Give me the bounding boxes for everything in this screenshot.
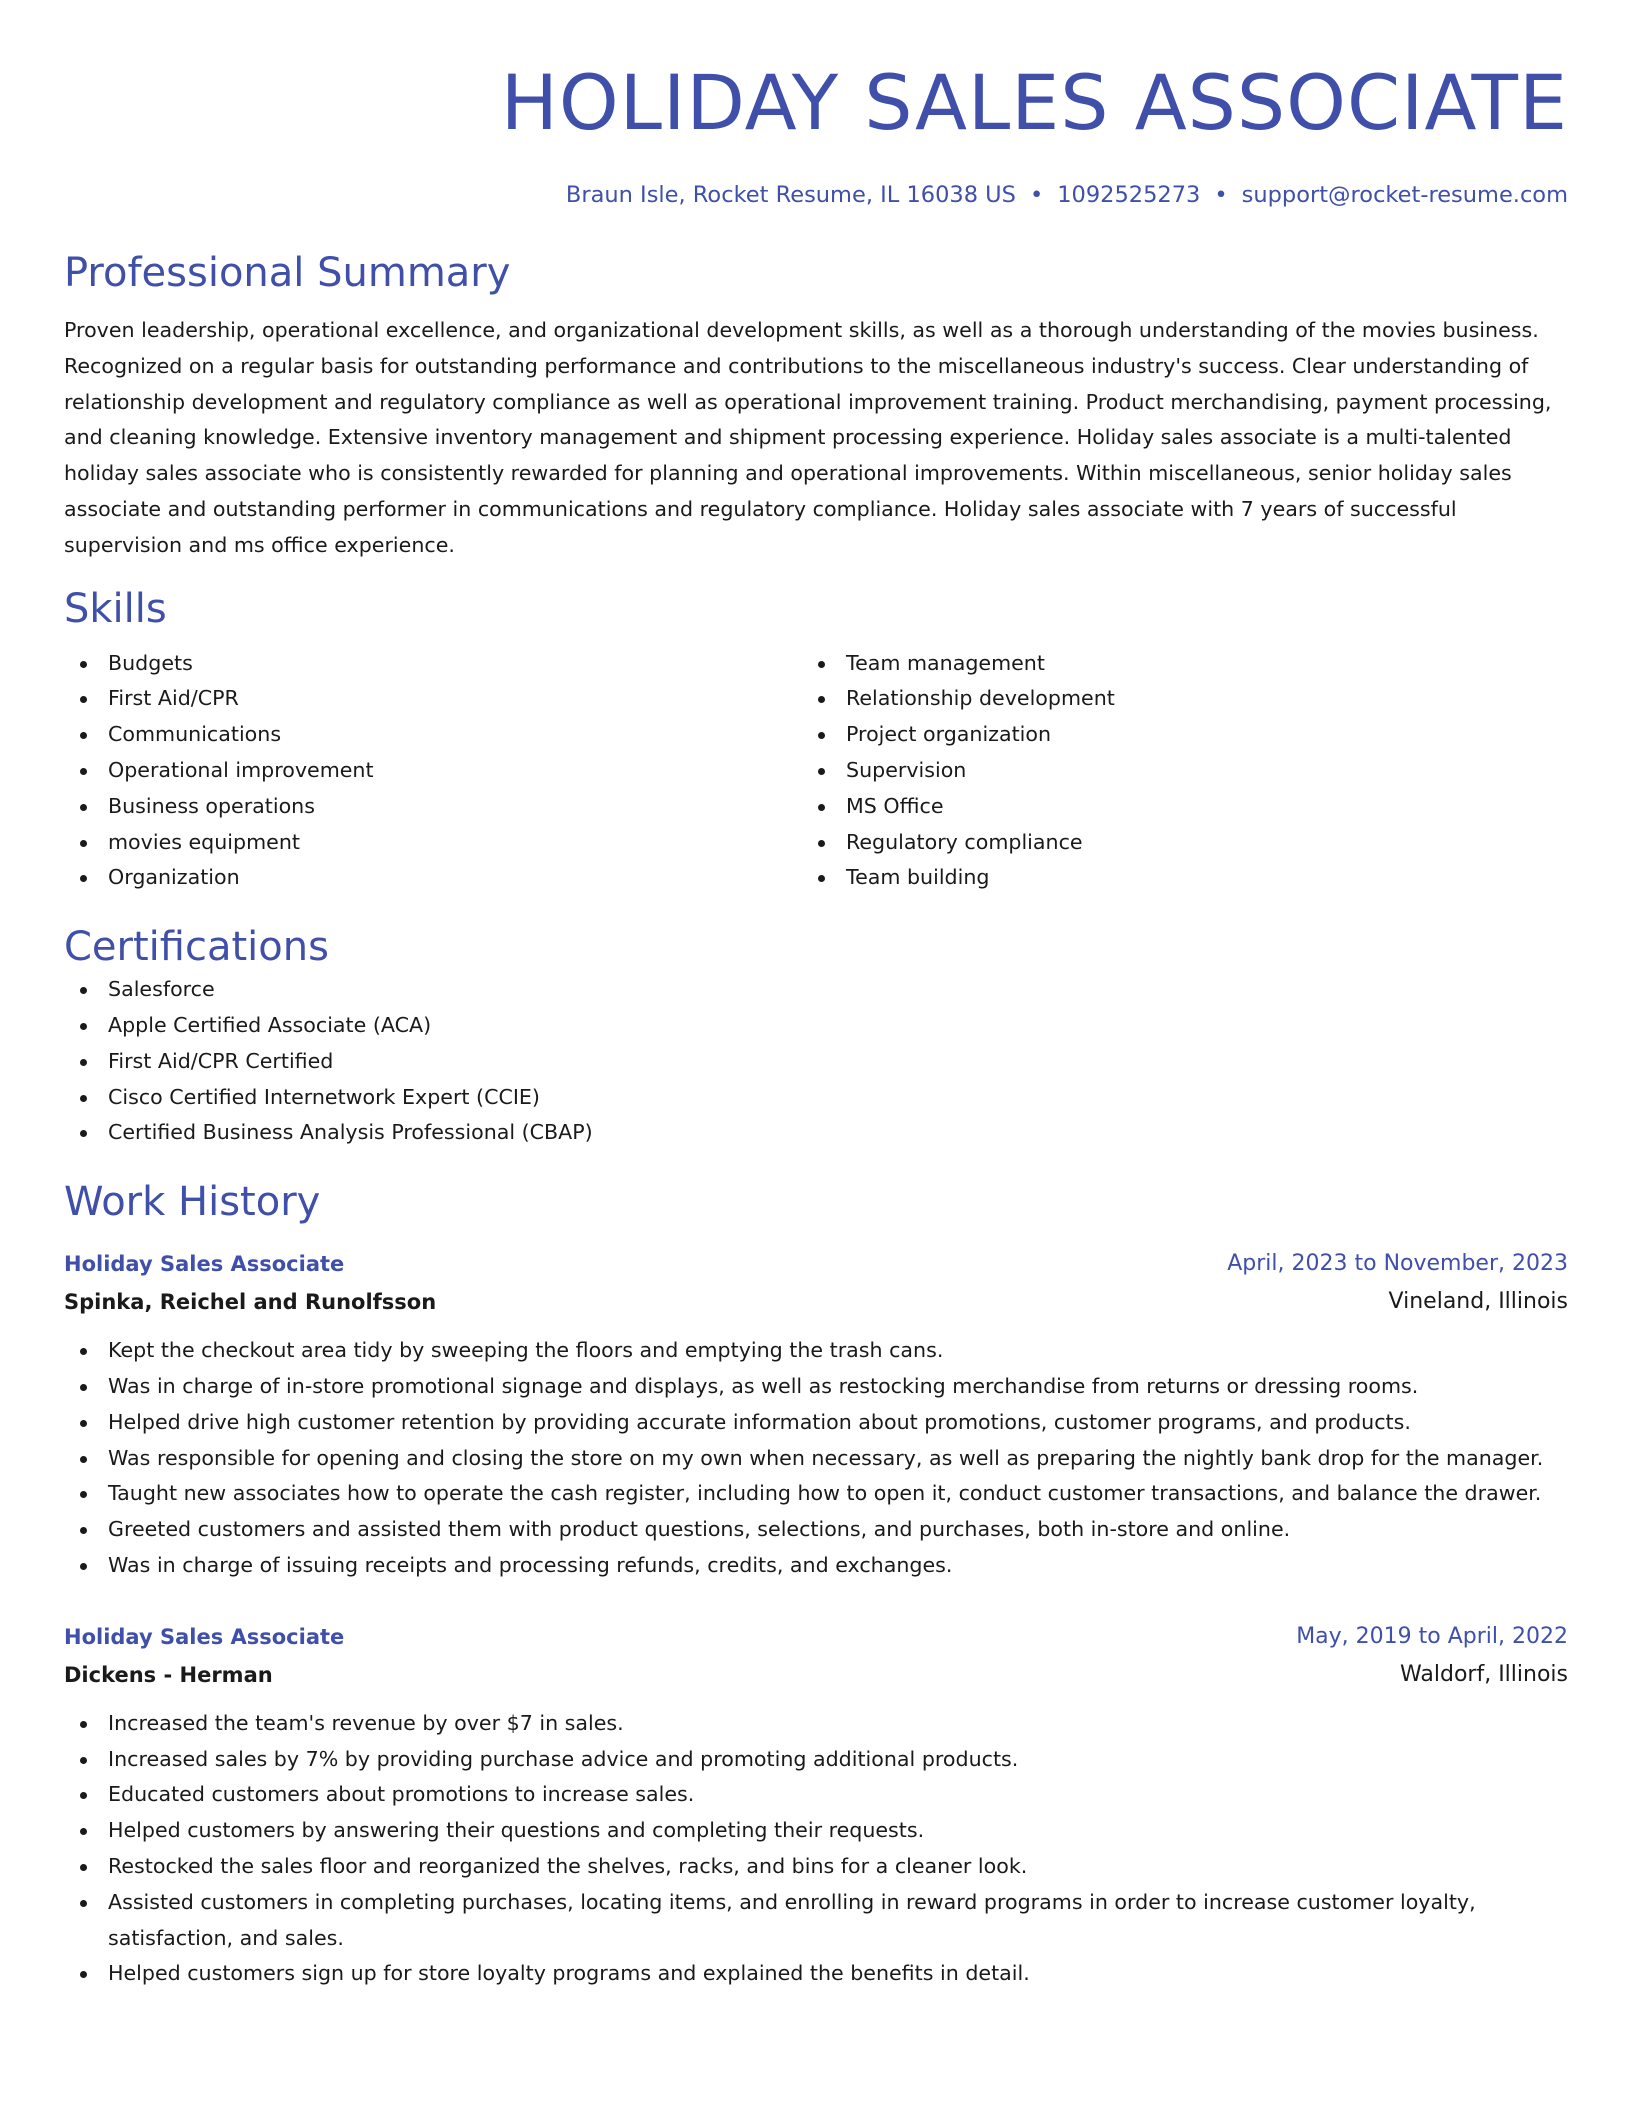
skill-item: Regulatory compliance	[802, 825, 1540, 861]
skills-heading: Skills	[64, 585, 167, 632]
resume-header	[64, 52, 1568, 210]
job-duty: Taught new associates how to operate the cash register, including how to open it, conduct customer transactions, and balance the drawer.	[64, 1476, 1568, 1512]
job-dates: May, 2019 to April, 2022	[1296, 1623, 1568, 1649]
summary-text: Proven leadership, operational excellence, and organizational development skills, as well as a thorough understanding of the movies business. Recognized on a regular basis for outstanding performance and contributions to the miscellaneous industry's success. Clear understanding of relationship development and regulatory compliance as well as operational improvement training. Product merchandising, payment processing, and cleaning knowledge. Extensive inventory management and shipment processing experience. Holiday sales associate is a multi-talented holiday sales associate who is consistently rewarded for planning and operational improvements. Within miscellaneous, senior holiday sales associate and outstanding performer in communications and regulatory compliance. Holiday sales associate with 7 years of successful supervision and ms office experience.	[64, 318, 1552, 557]
contact-separator: •	[1029, 182, 1044, 208]
candidate-name: HOLIDAY SALES ASSOCIATE	[500, 58, 1568, 147]
contact-separator: •	[1214, 182, 1228, 208]
job-company-row	[64, 1283, 1568, 1321]
job-company: Dickens - Herman	[64, 1662, 273, 1687]
certification-item: Salesforce	[64, 972, 1568, 1008]
job-location: Vineland, Illinois	[1388, 1289, 1568, 1315]
job-duty: Helped customers by answering their questions and completing their requests.	[64, 1813, 1568, 1849]
job-duty: Kept the checkout area tidy by sweeping the floors and emptying the trash cans.	[64, 1333, 1568, 1369]
certification-item: Cisco Certified Internetwork Expert (CCIE)	[64, 1080, 1568, 1116]
job-entry	[64, 1245, 1568, 1584]
certifications-heading: Certifications	[64, 924, 329, 971]
skill-item: Supervision	[802, 753, 1540, 789]
job-entry	[64, 1618, 1568, 1992]
job-duty: Increased the team's revenue by over $7 in sales.	[64, 1706, 1568, 1742]
skill-item: Communications	[64, 717, 802, 753]
contact-address: Braun Isle, Rocket Resume, IL 16038 US	[565, 182, 1016, 208]
job-duty: Helped drive high customer retention by providing accurate information about promotions, customer programs, and products.	[64, 1405, 1568, 1441]
job-duty: Helped customers sign up for store loyalty programs and explained the benefits in detail.	[64, 1956, 1568, 1992]
certification-item: Apple Certified Associate (ACA)	[64, 1008, 1568, 1044]
job-company: Spinka, Reichel and Runolfsson	[64, 1290, 437, 1315]
job-duty: Was responsible for opening and closing the store on my own when necessary, as well as preparing the nightly bank drop for the manager.	[64, 1441, 1568, 1477]
summary-heading: Professional Summary	[64, 250, 511, 296]
skill-item: Organization	[64, 860, 802, 896]
job-company-row	[64, 1656, 1568, 1694]
skill-item: Business operations	[64, 789, 802, 825]
skill-item: First Aid/CPR	[64, 681, 802, 717]
skill-item: Team building	[802, 860, 1540, 896]
job-title: Holiday Sales Associate	[64, 1252, 345, 1277]
skills-column-right	[802, 646, 1540, 897]
job-duty: Educated customers about promotions to increase sales.	[64, 1777, 1568, 1813]
job-duties-list	[64, 1333, 1568, 1584]
contact-phone: 1092525273	[1057, 182, 1201, 208]
skills-list	[64, 646, 1568, 897]
skills-column-left	[64, 646, 802, 897]
skill-item: Operational improvement	[64, 753, 802, 789]
skill-item: Team management	[802, 646, 1540, 682]
certification-item: Certified Business Analysis Professional (CBAP)	[64, 1115, 1568, 1151]
certification-item: First Aid/CPR Certified	[64, 1044, 1568, 1080]
contact-email: support@rocket-resume.com	[1241, 182, 1568, 208]
job-duty: Restocked the sales floor and reorganized the shelves, racks, and bins for a cleaner look.	[64, 1849, 1568, 1885]
job-duty: Was in charge of issuing receipts and processing refunds, credits, and exchanges.	[64, 1548, 1568, 1584]
work-history-heading: Work History	[64, 1179, 321, 1226]
job-title-row	[64, 1245, 1568, 1283]
job-duty: Was in charge of in-store promotional signage and displays, as well as restocking merchandise from returns or dressing rooms.	[64, 1369, 1568, 1405]
certifications-list	[64, 972, 1568, 1151]
skill-item: MS Office	[802, 789, 1540, 825]
skill-item: movies equipment	[64, 825, 802, 861]
skill-item: Project organization	[802, 717, 1540, 753]
skill-item: Relationship development	[802, 681, 1540, 717]
job-location: Waldorf, Illinois	[1400, 1661, 1568, 1687]
job-duty: Assisted customers in completing purchases, locating items, and enrolling in reward programs in order to increase customer loyalty, satisfaction, and sales.	[64, 1885, 1568, 1957]
job-dates: April, 2023 to November, 2023	[1227, 1251, 1568, 1277]
job-duties-list	[64, 1706, 1568, 1992]
job-title-row	[64, 1618, 1568, 1656]
job-duty: Greeted customers and assisted them with product questions, selections, and purchases, both in-store and online.	[64, 1512, 1568, 1548]
skill-item: Budgets	[64, 646, 802, 682]
job-title: Holiday Sales Associate	[64, 1624, 345, 1649]
contact-line	[64, 180, 1568, 210]
job-duty: Increased sales by 7% by providing purchase advice and promoting additional products.	[64, 1742, 1568, 1778]
